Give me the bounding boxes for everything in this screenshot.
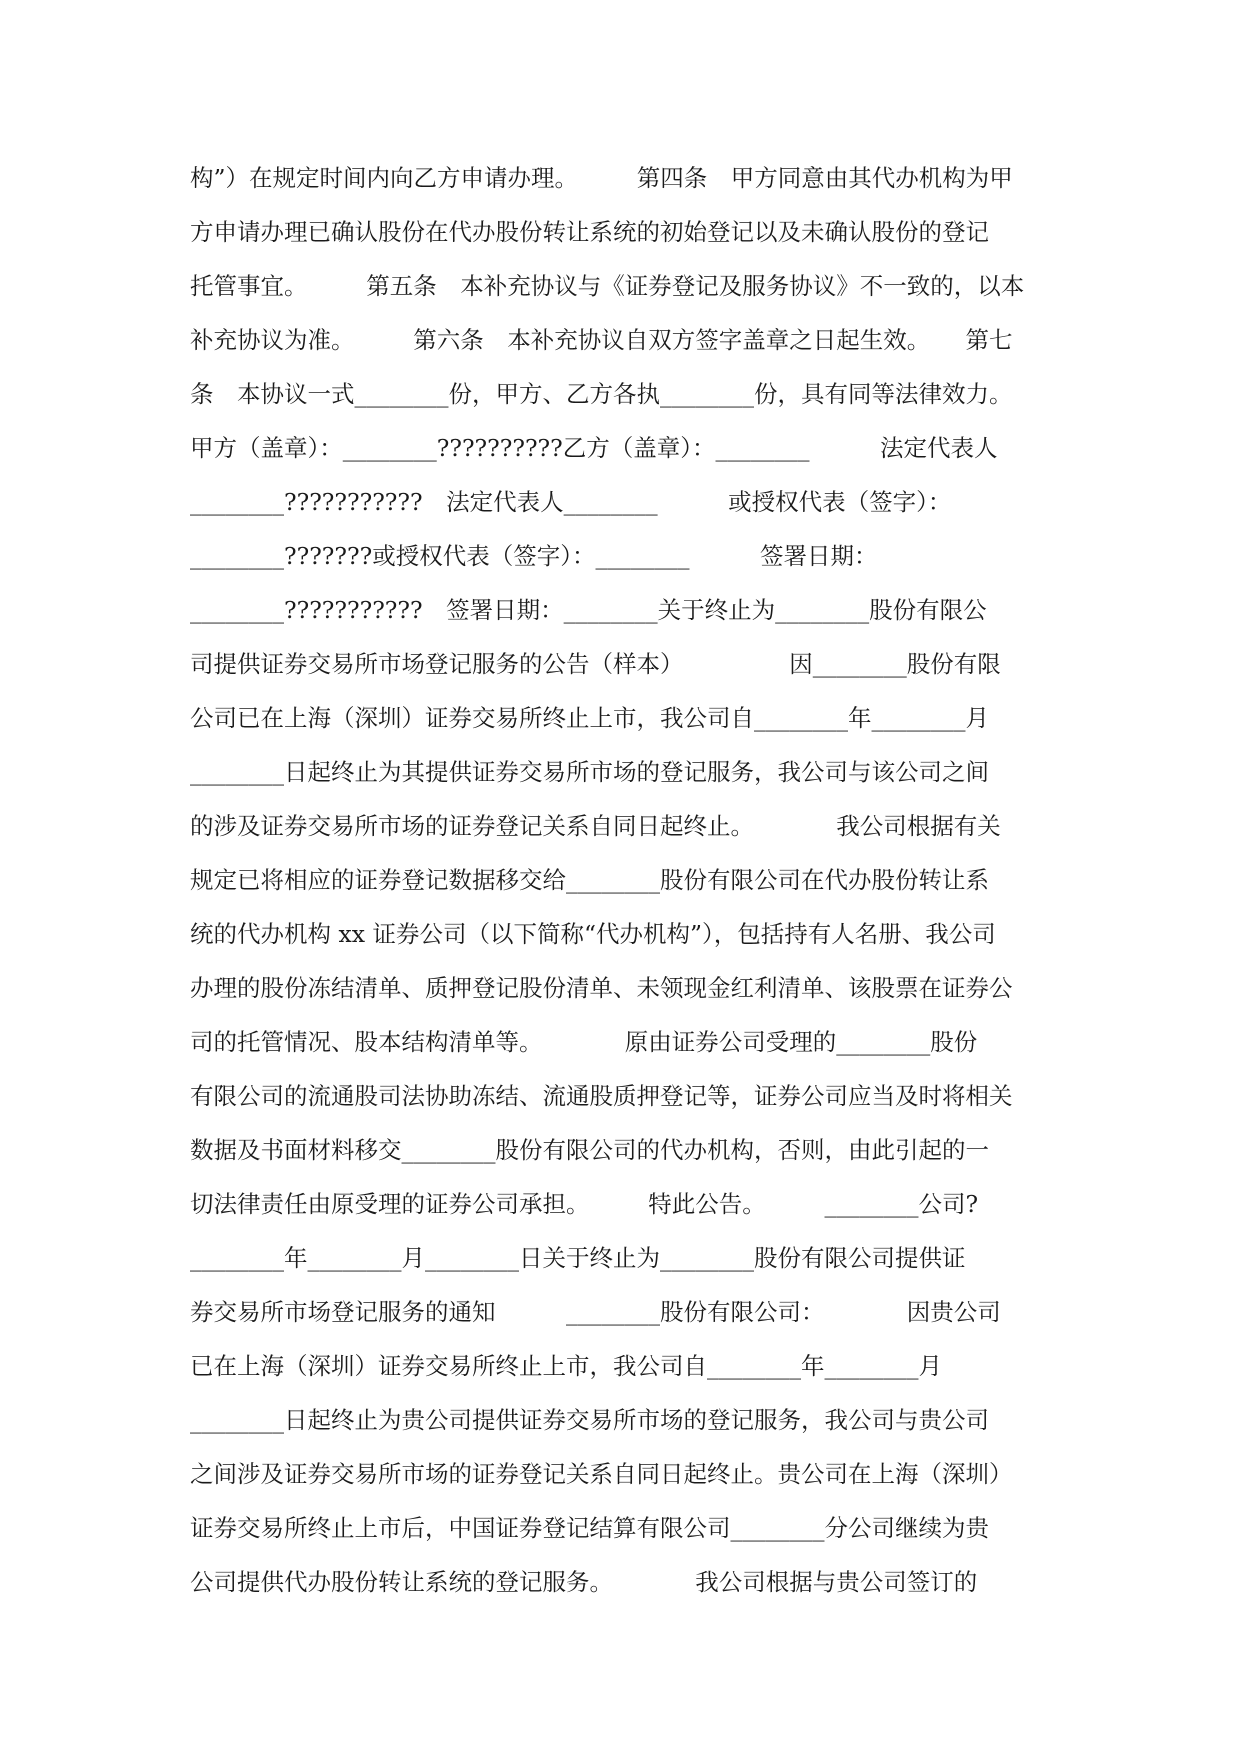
text-line: 切法律责任由原受理的证券公司承担。 特此公告。 ________公司?: [190, 1190, 979, 1218]
text-line: 证券交易所终止上市后，中国证券登记结算有限公司________分公司继续为贵: [190, 1514, 989, 1542]
text-line: 的涉及证券交易所市场的证券登记关系自同日起终止。 我公司根据有关: [190, 812, 1001, 840]
text-line: 统的代办机构 xx 证券公司（以下简称“代办机构”），包括持有人名册、我公司: [190, 920, 996, 948]
text-line: 甲方（盖章）：________??????????乙方（盖章）：________ 法定代表人: [190, 434, 998, 462]
text-line: ________??????????? 法定代表人________ 或授权代表（签字）：: [190, 488, 952, 516]
text-line: 规定已将相应的证券登记数据移交给________股份有限公司在代办股份转让系: [190, 866, 989, 894]
text-line: ________日起终止为其提供证券交易所市场的登记服务，我公司与该公司之间: [190, 758, 989, 786]
text-line: 已在上海（深圳）证券交易所终止上市，我公司自________年________月: [190, 1352, 942, 1380]
text-line: ________???????或授权代表（签字）：________ 签署日期：: [190, 542, 878, 570]
text-line: ________??????????? 签署日期：________关于终止为________股份有限公: [190, 596, 987, 624]
text-line: 券交易所市场登记服务的通知 ________股份有限公司： 因贵公司: [190, 1298, 1001, 1326]
text-line: 办理的股份冻结清单、质押登记股份清单、未领现金红利清单、该股票在证券公: [190, 974, 1013, 1002]
text-line: 数据及书面材料移交________股份有限公司的代办机构，否则，由此引起的一: [190, 1136, 989, 1164]
text-line: 公司提供代办股份转让系统的登记服务。 我公司根据与贵公司签订的: [190, 1568, 978, 1596]
text-line: 司提供证券交易所市场登记服务的公告（样本） 因________股份有限: [190, 650, 1001, 678]
text-line: 补充协议为准。 第六条 本补充协议自双方签字盖章之日起生效。 第七: [190, 326, 1013, 354]
text-line: 托管事宜。 第五条 本补充协议与《证券登记及服务协议》不一致的，以本: [190, 272, 1025, 300]
text-line: 公司已在上海（深圳）证券交易所终止上市，我公司自________年________月: [190, 704, 989, 732]
text-line: 有限公司的流通股司法协助冻结、流通股质押登记等，证券公司应当及时将相关: [190, 1082, 1013, 1110]
text-line: 方申请办理已确认股份在代办股份转让系统的初始登记以及未确认股份的登记: [190, 218, 989, 246]
text-line: 构”）在规定时间内向乙方申请办理。 第四条 甲方同意由其代办机构为甲: [190, 164, 1013, 192]
text-line: 之间涉及证券交易所市场的证券登记关系自同日起终止。贵公司在上海（深圳）: [190, 1460, 1013, 1488]
text-line: ________年________月________日关于终止为________股份有限公司提供证: [190, 1244, 966, 1272]
text-line: 条 本协议一式________份，甲方、乙方各执________份，具有同等法律效力。: [190, 380, 1013, 408]
text-line: 司的托管情况、股本结构清单等。 原由证券公司受理的________股份: [190, 1028, 978, 1056]
text-line: ________日起终止为贵公司提供证券交易所市场的登记服务，我公司与贵公司: [190, 1406, 989, 1434]
